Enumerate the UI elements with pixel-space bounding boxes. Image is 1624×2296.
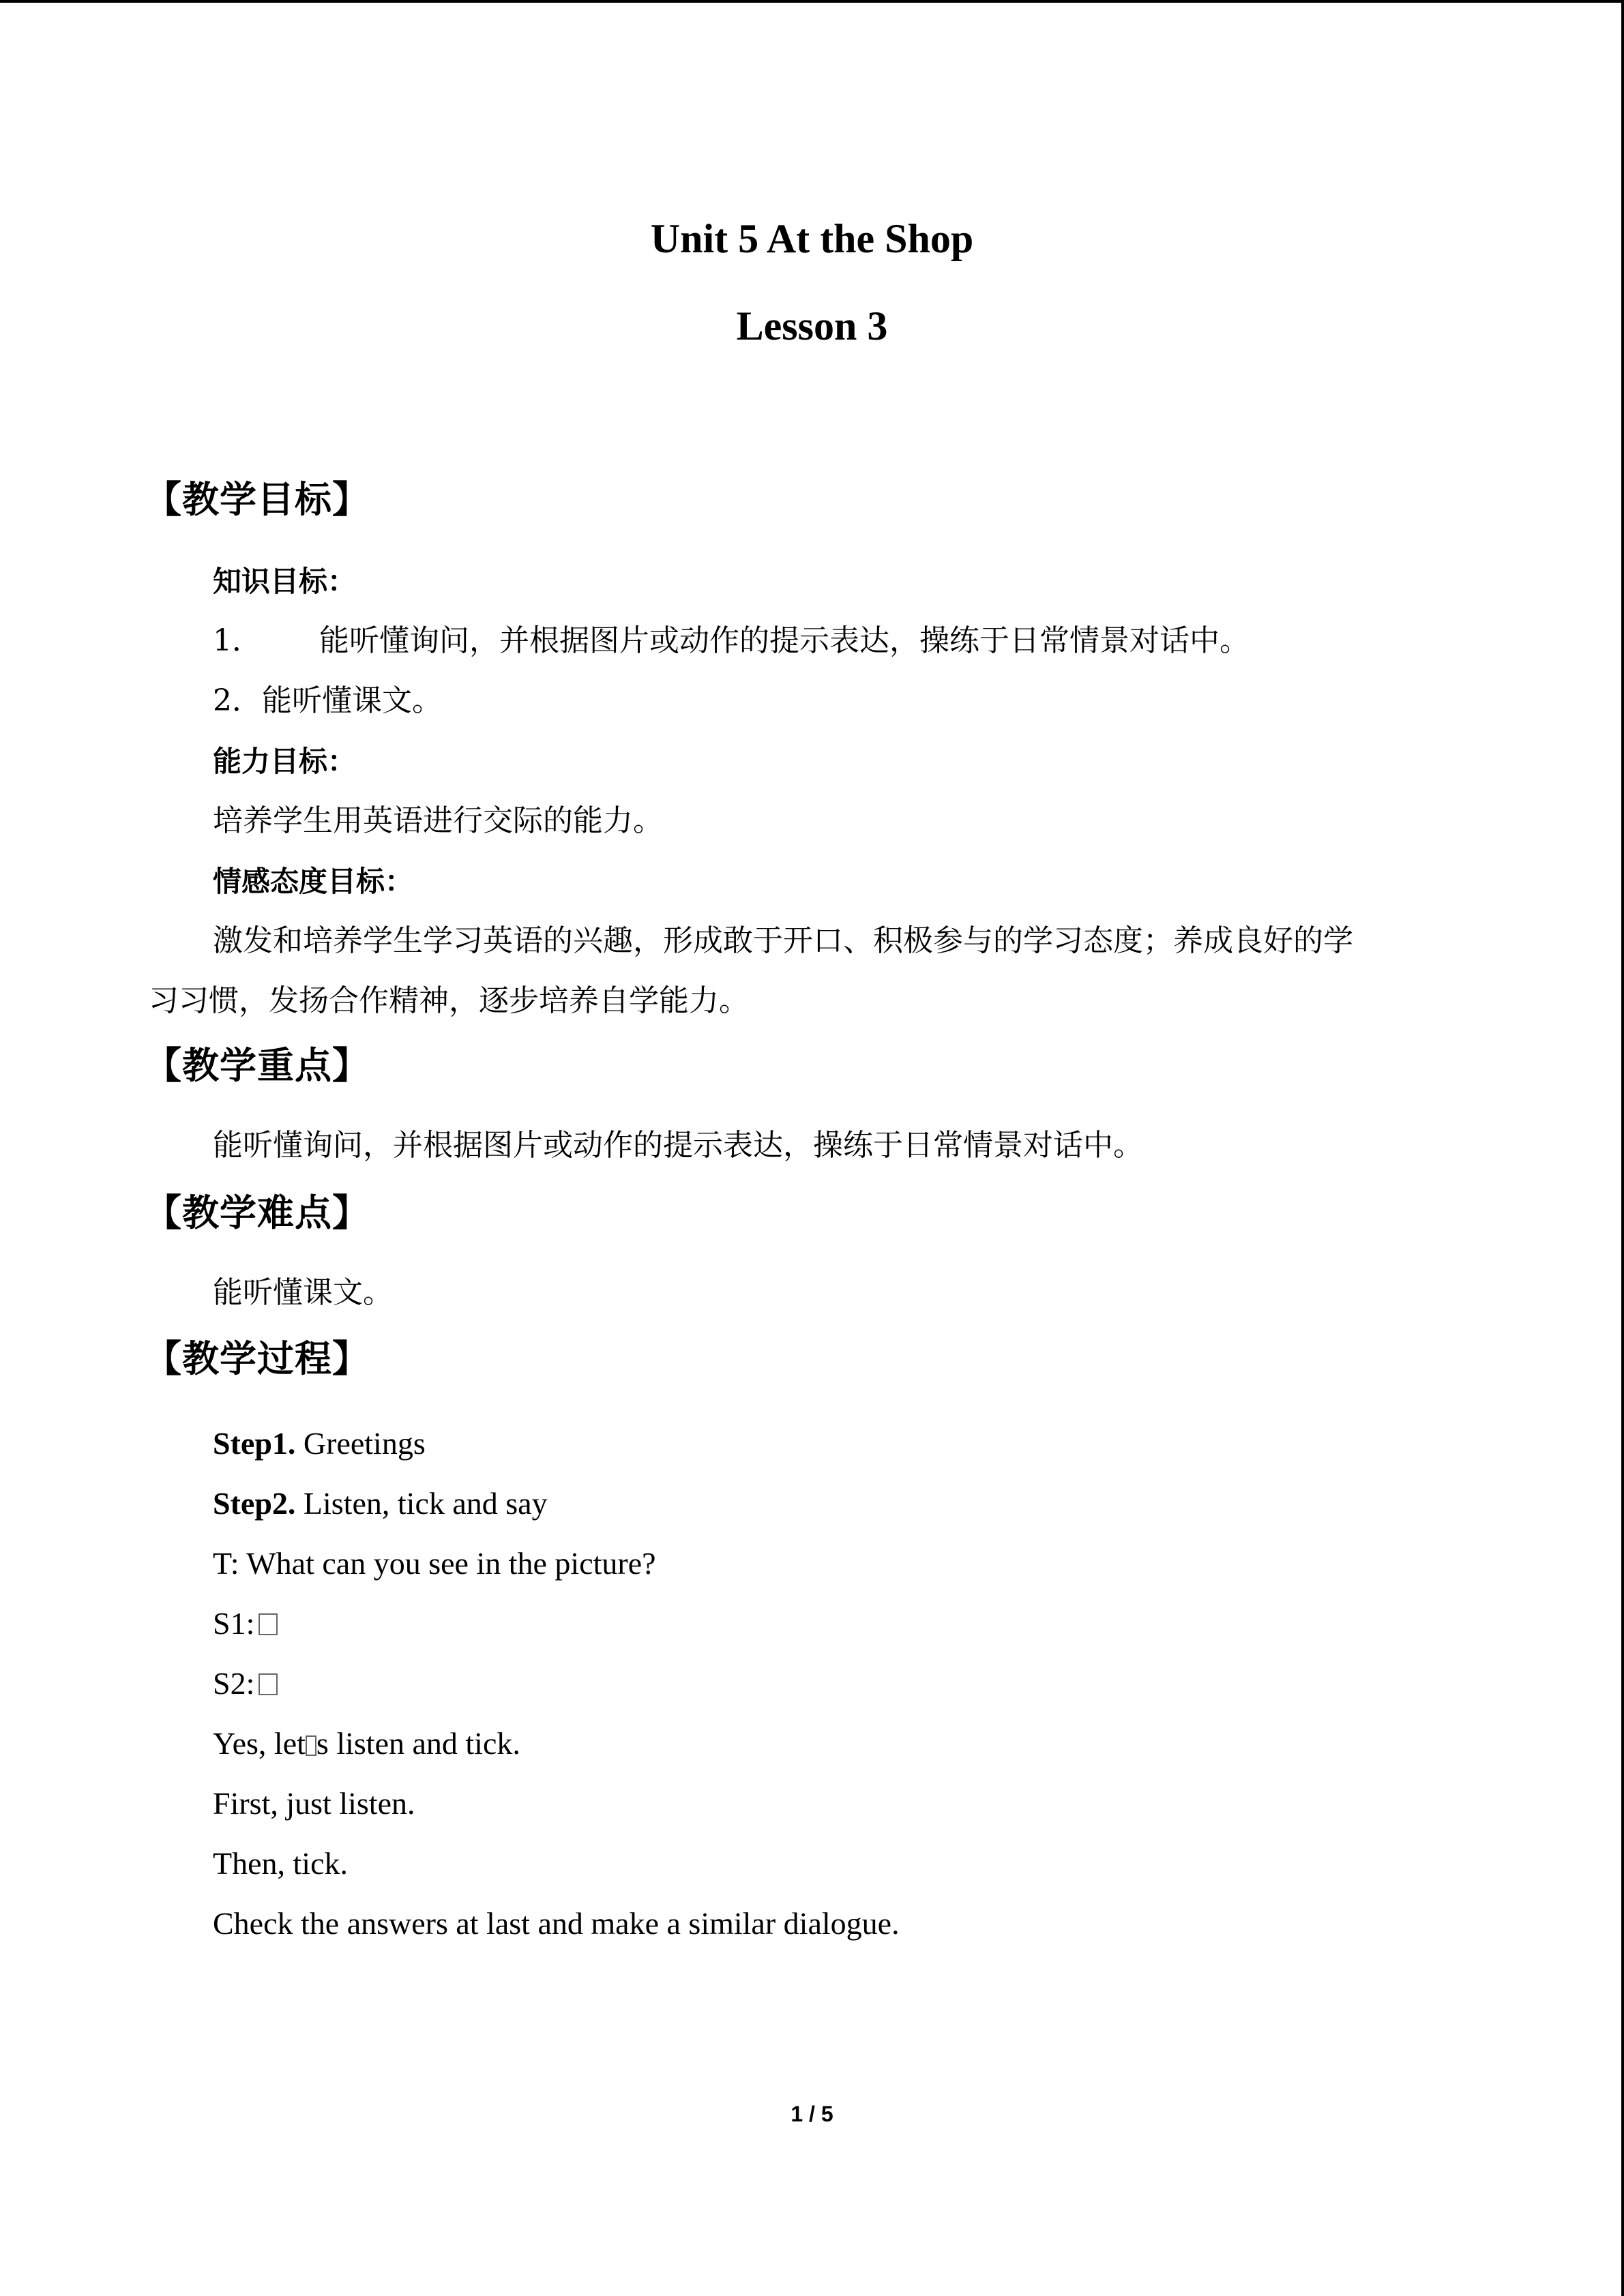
ability-objectives-text: 培养学生用英语进行交际的能力。: [213, 803, 663, 838]
document-title: Unit 5 At the Shop: [650, 216, 974, 261]
process-step-2: [213, 1488, 548, 1519]
difficulties-text: 能听懂课文。: [213, 1275, 393, 1310]
step-text: Greetings: [295, 1426, 426, 1461]
step-label: Step1.: [213, 1426, 296, 1461]
knowledge-item-1: [213, 623, 1250, 658]
ability-objectives-label: 能力目标：: [213, 745, 357, 778]
document-subtitle: Lesson 3: [736, 303, 888, 348]
section-heading-process: 【教学过程】: [145, 1337, 370, 1380]
student-line-s1: [213, 1608, 278, 1639]
text-part-b: s listen and tick.: [316, 1726, 520, 1761]
check-answers-line: Check the answers at last and make a similar dialogue.: [213, 1906, 900, 1941]
first-listen-line: First, just listen.: [213, 1786, 415, 1821]
emotion-objectives-text-line1: 激发和培养学生学习英语的兴趣，形成敢于开口、积极参与的学习态度；养成良好的学: [213, 923, 1353, 958]
section-heading-difficulties: 【教学难点】: [145, 1191, 370, 1234]
knowledge-item-2: [213, 683, 442, 718]
missing-glyph-box: [259, 1613, 278, 1635]
list-item-text: 能听懂询问，并根据图片或动作的提示表达，操练于日常情景对话中。: [319, 623, 1250, 658]
step-text: Listen, tick and say: [295, 1486, 548, 1521]
process-step-1: [213, 1428, 426, 1459]
student-line-s2: [213, 1668, 278, 1699]
teacher-line: T: What can you see in the picture?: [213, 1546, 656, 1581]
then-tick-line: Then, tick.: [213, 1846, 348, 1881]
page-top-border: [0, 0, 1624, 3]
missing-glyph-box: [259, 1673, 278, 1695]
page-number: 1 / 5: [791, 2102, 833, 2126]
speaker-label: S1:: [213, 1606, 255, 1641]
list-item-text: 能听懂课文。: [262, 683, 442, 718]
key-points-text: 能听懂询问，并根据图片或动作的提示表达，操练于日常情景对话中。: [213, 1128, 1143, 1163]
missing-glyph-box: [306, 1735, 316, 1756]
list-number: 2．: [213, 683, 262, 718]
section-heading-key-points: 【教学重点】: [145, 1044, 370, 1087]
text-part-a: Yes, let: [213, 1726, 306, 1761]
speaker-label: S2:: [213, 1666, 255, 1701]
knowledge-objectives-label: 知识目标：: [213, 565, 357, 598]
yes-listen-line: [213, 1728, 520, 1759]
list-number: 1．: [213, 623, 262, 658]
emotion-objectives-label: 情感态度目标：: [213, 865, 414, 898]
step-label: Step2.: [213, 1486, 296, 1521]
emotion-objectives-text-line2: 习习惯，发扬合作精神，逐步培养自学能力。: [149, 983, 749, 1018]
section-heading-objectives: 【教学目标】: [145, 478, 370, 521]
